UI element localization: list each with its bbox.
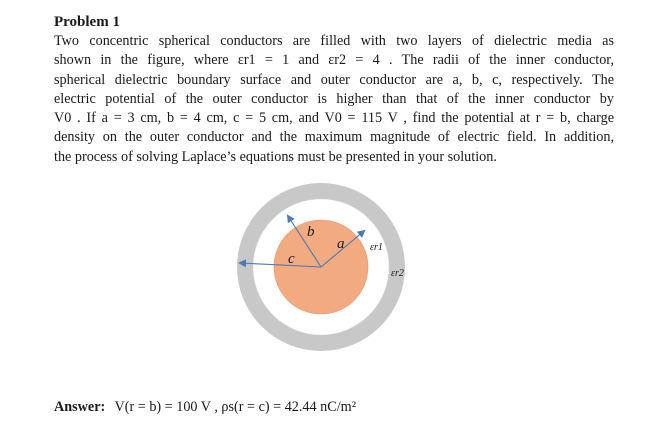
label-epsilon-r2: εr2	[391, 268, 404, 279]
label-a: a	[337, 236, 345, 252]
problem-line: V0 . If a = 3 cm, b = 4 cm, c = 5 cm, and V0 = 115 V , find the potential at r = b, charge	[54, 110, 614, 127]
answer-expression: V(r = b) = 100 V , ρs(r = c) = 42.44 nC/m²	[114, 399, 356, 415]
problem-line: density on the outer conductor and the maximum magnitude of electric field. In addition,	[54, 129, 614, 146]
label-b: b	[307, 224, 315, 240]
concentric-spheres-figure	[236, 182, 416, 362]
problem-line: shown in the figure, where εr1 = 1 and εr2 = 4 . The radii of the inner conductor,	[54, 52, 614, 69]
problem-line: spherical dielectric boundary surface and outer conductor are a, b, c, respectively. The	[54, 71, 614, 88]
answer-label: Answer:	[54, 399, 106, 415]
answer-line	[54, 398, 356, 416]
label-c: c	[288, 251, 295, 267]
problem-line: Two concentric spherical conductors are filled with two layers of dielectric media as	[54, 33, 614, 49]
label-epsilon-r1: εr1	[370, 242, 383, 253]
problem-title: Problem 1	[54, 14, 120, 30]
problem-statement	[54, 13, 614, 167]
problem-body	[54, 32, 614, 167]
problem-line: electric potential of the outer conductor is higher than that of the inner conductor by	[54, 90, 614, 107]
problem-line: the process of solving Laplace’s equations must be presented in your solution.	[54, 148, 497, 165]
